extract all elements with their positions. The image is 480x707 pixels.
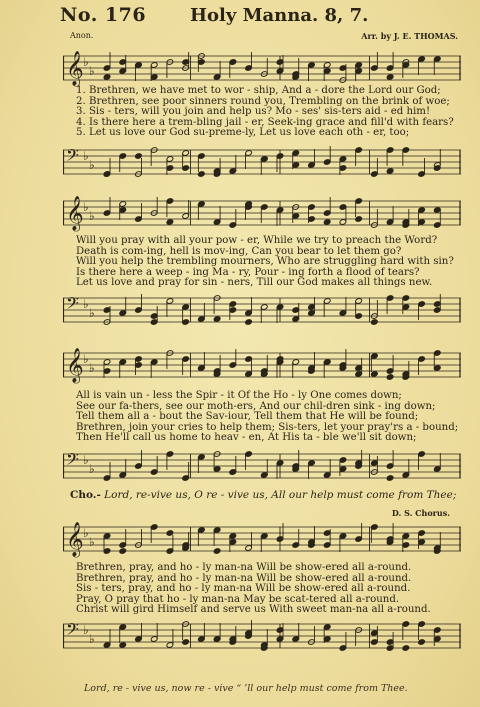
svg-text:♭: ♭ [89, 462, 95, 476]
svg-text:𝄞: 𝄞 [66, 196, 84, 231]
verse-block-3 [76, 391, 458, 444]
svg-text:♭: ♭ [89, 306, 95, 320]
hymn-header [60, 4, 470, 30]
svg-text:𝄢: 𝄢 [66, 293, 79, 317]
refrain-line: Lord, re - vive us, now re - vive “ ’ll our help must come from Thee. [84, 683, 408, 694]
svg-text:𝄞: 𝄞 [66, 522, 84, 557]
lyric-line: 5. Let us love our God su-preme-ly, Let us love each oth - er, too; [76, 127, 410, 139]
svg-text:𝄢: 𝄢 [66, 619, 79, 643]
lyric-line: Then He'll call us home to heav - en, At His ta - ble we'll sit down; [76, 432, 417, 444]
svg-text:♭: ♭ [83, 453, 89, 467]
lyric-line: Will you pray with all your pow - er, While we try to preach the Word? [76, 235, 438, 246]
svg-text:♭: ♭ [83, 297, 89, 311]
svg-text:♭: ♭ [83, 526, 89, 540]
lyric-line: Brethren, join your cries to help them; Sis-ters, let your pray'rs a - bound; [76, 421, 459, 433]
svg-text:♭: ♭ [89, 64, 95, 78]
lyric-line: 2. Brethren, see poor sinners round you, Trembling on the brink of woe; [76, 95, 450, 107]
svg-text:𝄞: 𝄞 [66, 51, 84, 86]
treble-staff-2 [63, 195, 461, 233]
lyric-line: 4. Is there here a trem-bling jail - er, Seek-ing grace and fill'd with fears? [76, 116, 454, 128]
lyric-line: Brethren, pray, and ho - ly man-na Will be show-ered all a-round. [76, 562, 412, 573]
lyric-line: All is vain un - less the Spir - it Of the Ho - ly One comes down; [76, 390, 402, 401]
lyric-line: Death is com-ing, hell is mov-ing, Can you bear to let them go? [76, 245, 402, 257]
lyric-line: Is there here a weep - ing Ma - ry, Pour - ing forth a flood of tears? [76, 266, 420, 278]
verse-block-1 [76, 86, 454, 139]
svg-text:♭: ♭ [83, 200, 89, 214]
chorus-line [70, 489, 456, 501]
verse-block-4 [76, 563, 431, 616]
svg-text:𝄞: 𝄞 [66, 348, 84, 383]
lyric-line: See our fa-thers, see our moth-ers, And our chil-dren sink - ing down; [76, 400, 436, 412]
bass-staff-4 [63, 618, 461, 656]
svg-text:♭: ♭ [89, 158, 95, 172]
svg-text:♭: ♭ [83, 623, 89, 637]
svg-text:♭: ♭ [83, 55, 89, 69]
verse-block-2 [76, 236, 454, 289]
bass-staff-1 [63, 144, 461, 182]
svg-text:♭: ♭ [89, 209, 95, 223]
bass-staff-2 [63, 292, 461, 330]
treble-staff-4 [63, 521, 461, 559]
ds-chorus-marking: D. S. Chorus. [391, 508, 450, 518]
lyric-line: 3. Sis - ters, will you join and help us? Mo - ses' sis-ters aid - ed him! [76, 106, 431, 118]
lyric-line: Brethren, pray, and ho - ly man-na Will be show-ered all a-round. [76, 572, 412, 584]
svg-text:♭: ♭ [89, 632, 95, 646]
svg-text:♭: ♭ [89, 535, 95, 549]
treble-staff-1 [63, 50, 461, 88]
treble-staff-3 [63, 347, 461, 385]
svg-text:♭: ♭ [89, 361, 95, 375]
svg-text:♭: ♭ [83, 149, 89, 163]
svg-text:𝄢: 𝄢 [66, 145, 79, 169]
author-credit: Anon. [70, 31, 94, 40]
lyric-line: 1. Brethren, we have met to wor - ship, And a - dore the Lord our God; [76, 85, 441, 96]
lyric-line: Sis - ters, pray, and ho - ly man-na Will be show-ered all a-round. [76, 583, 411, 595]
arranger-credit: Arr. by J. E. THOMAS. [361, 31, 458, 41]
hymn-title: Holy Manna. 8, 7. [190, 5, 369, 26]
bass-staff-3 [63, 448, 461, 486]
lyric-line: Pray, O pray that ho - ly man-na May be scat-tered all a-round. [76, 593, 400, 605]
lyric-line: Tell them all a - bout the Sav-iour, Tell them that He will be found; [76, 411, 419, 423]
chorus-label: Cho.- [70, 489, 101, 501]
svg-text:♭: ♭ [83, 352, 89, 366]
hymn-number: No. 176 [60, 4, 147, 26]
svg-text:𝄢: 𝄢 [66, 449, 79, 473]
lyric-line: Let us love and pray for sin - ners, Till our God makes all things new. [76, 277, 433, 289]
lyric-line: Christ will gird Himself and serve us With sweet man-na all a-round. [76, 604, 431, 616]
chorus-text: Lord, re-vive us, O re - vive us, All our help must come from Thee; [104, 489, 457, 501]
lyric-line: Will you help the trembling mourners, Who are struggling hard with sin? [76, 256, 454, 268]
